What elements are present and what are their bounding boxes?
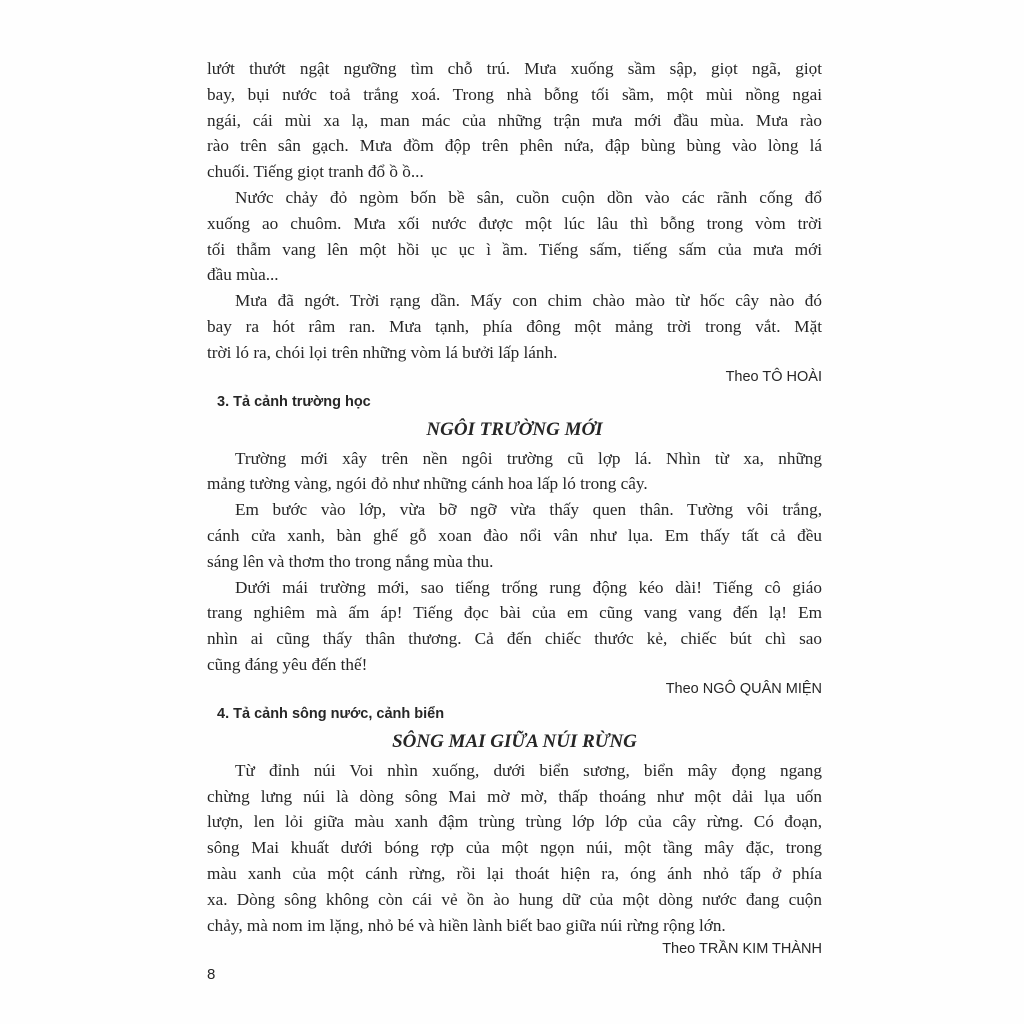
paragraph-line: màu xanh của một cánh rừng, rồi lại thoát hiện ra, óng ánh nhỏ tấp ở phía [207, 863, 822, 883]
paragraph-line: cũng đáng yêu đến thế! [207, 654, 368, 674]
paragraph-line: chuối. Tiếng giọt tranh đổ ồ ồ... [207, 162, 424, 182]
section-heading: 3. Tả cảnh trường học [217, 393, 371, 410]
paragraph-line: lượn, len lỏi giữa màu xanh đậm trùng trùng lớp lớp của cây rừng. Có đoạn, [207, 812, 822, 832]
paragraph-line: Dưới mái trường mới, sao tiếng trống rung động kéo dài! Tiếng cô giáo [235, 577, 822, 597]
paragraph-line: cánh cửa xanh, bàn ghế gỗ xoan đào nổi vân như lụa. Em thấy tất cả đều [207, 525, 822, 545]
paragraph-line: Mưa đã ngớt. Trời rạng dần. Mấy con chim chào mào từ hốc cây nào đó [235, 291, 822, 311]
paragraph-line: ngái, cái mùi xa lạ, man mác của những trận mưa mới đầu mùa. Mưa rào [207, 110, 822, 130]
paragraph-line: Từ đỉnh núi Voi nhìn xuống, dưới biển sương, biển mây đọng ngang [235, 760, 822, 780]
paragraph-line: trời ló ra, chói lọi trên những vòm lá bưởi lấp lánh. [207, 342, 558, 362]
page-number: 8 [207, 966, 216, 983]
paragraph-line: bay, bụi nước toả trắng xoá. Trong nhà bỗng tối sầm, một mùi nồng ngai [207, 84, 822, 104]
paragraph-line: sáng lên và thơm tho trong nắng mùa thu. [207, 551, 494, 571]
paragraph-line: đầu mùa... [207, 265, 279, 285]
paragraph-line: sông Mai khuất dưới bóng rợp của một ngọn núi, một tầng mây đặc, trong [207, 838, 822, 858]
section-heading: 4. Tả cảnh sông nước, cảnh biển [217, 705, 445, 722]
paragraph-line: Nước chảy đỏ ngòm bốn bề sân, cuồn cuộn dồn vào các rãnh cống đổ [235, 187, 822, 207]
attribution: Theo TÔ HOÀI [725, 368, 822, 385]
paragraph-line: mảng tường vàng, ngói đỏ như những cánh hoa lấp ló trong cây. [207, 474, 648, 494]
paragraph-line: trang nghiêm mà ấm áp! Tiếng đọc bài của em cũng vang vang đến lạ! Em [207, 603, 822, 623]
document-page [207, 56, 822, 961]
attribution: Theo TRẦN KIM THÀNH [662, 941, 822, 958]
paragraph-line: Em bước vào lớp, vừa bỡ ngỡ vừa thấy quen thân. Tường vôi trắng, [235, 500, 822, 520]
paragraph-line: Trường mới xây trên nền ngôi trường cũ lợp lá. Nhìn từ xa, những [235, 448, 822, 468]
paragraph-line: xuống ao chuôm. Mưa xối nước được một lúc lâu thì bỗng trong vòm trời [207, 213, 822, 233]
paragraph-line: xa. Dòng sông không còn cái vẻ ồn ào hung dữ của một dòng nước đang cuộn [207, 889, 822, 909]
paragraph-line: lướt thướt ngật ngưỡng tìm chỗ trú. Mưa xuống sầm sập, giọt ngã, giọt [207, 59, 822, 78]
paragraph-line: tối thẫm vang lên một hồi ục ục ì ầm. Tiếng sấm, tiếng sấm của mưa mới [207, 239, 822, 259]
story-title: NGÔI TRƯỜNG MỚI [426, 418, 603, 440]
paragraph-line: bay ra hót râm ran. Mưa tạnh, phía đông một mảng trời trong vắt. Mặt [207, 316, 822, 336]
paragraph-line: nhìn ai cũng thấy thân thương. Cả đến chiếc thước kẻ, chiếc bút chì sao [207, 629, 822, 649]
paragraph-line: chừng lưng núi là dòng sông Mai mờ mờ, thấp thoáng như một dải lụa uốn [207, 786, 822, 806]
story-title: SÔNG MAI GIỮA NÚI RỪNG [392, 730, 637, 752]
paragraph-line: chảy, mà nom im lặng, nhỏ bé và hiền lành biết bao giữa núi rừng rộng lớn. [207, 915, 726, 935]
attribution: Theo NGÔ QUÂN MIỆN [665, 680, 822, 697]
paragraph-line: rào trên sân gạch. Mưa đồm độp trên phên nứa, đập bùng bùng vào lòng lá [207, 136, 822, 156]
